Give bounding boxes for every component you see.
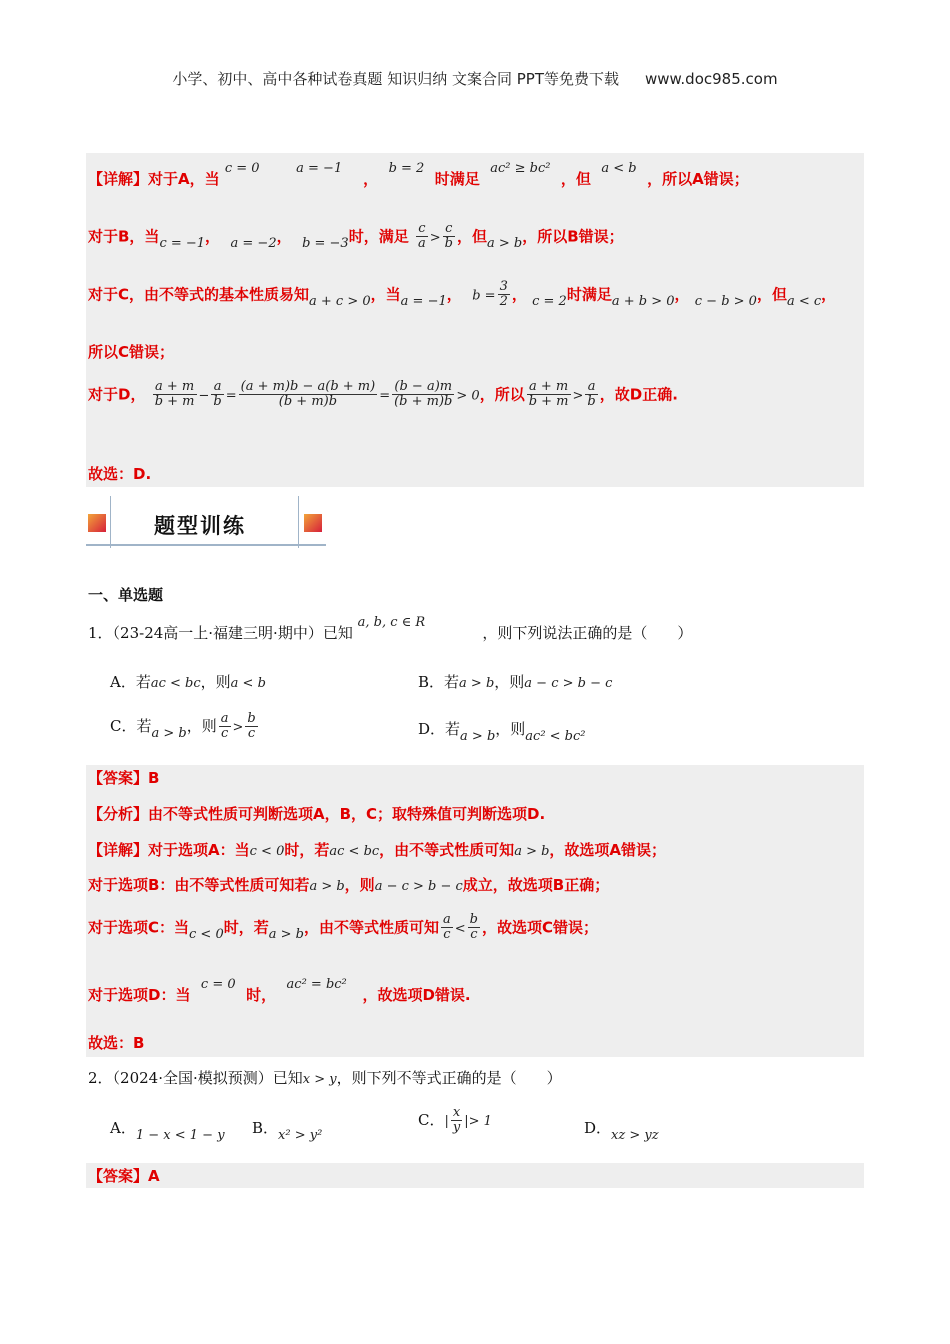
header-site[interactable]: www.doc985.com xyxy=(644,70,778,88)
sol1-pick: 故选：B xyxy=(88,1034,145,1052)
sol2-answer: 【答案】A xyxy=(88,1167,160,1185)
q1-option-a[interactable]: A．若ac < bc，则a < b xyxy=(110,673,266,691)
b1-line4: 所以C错误； xyxy=(88,343,175,361)
q1-option-c[interactable]: C．若a > b，则 $\frac{a}{c}$ > $\frac{b}{c}$ xyxy=(110,711,256,742)
q1-option-d[interactable]: D．若a > b，则ac² < bc² xyxy=(418,720,586,744)
q2-option-a[interactable]: A．1 − x < 1 − y xyxy=(110,1119,225,1143)
q2-option-b[interactable]: B．x² > y² xyxy=(252,1119,323,1143)
banner-title: 题型训练 xyxy=(154,513,246,538)
section-banner xyxy=(86,496,328,548)
sol1-detail-2: 对于选项B：由不等式性质可知若a > b，则a − c > b − c成立，故选项B正确； xyxy=(88,876,610,894)
sol1-detail-1: 【详解】对于选项A：当c < 0时，若ac < bc，由不等式性质可知a > b，故选项A错误； xyxy=(88,841,667,859)
section-title: 一、单选题 xyxy=(88,586,164,604)
b1-line3: 对于C，由不等式的基本性质易知a + c > 0，当a = −1， b = $\frac{3}{2}$ ， c = 2时满足a + b > 0， c − b > 0，但a < c， xyxy=(88,279,837,310)
page-header xyxy=(0,68,950,89)
banner-square-left xyxy=(88,514,106,532)
b1-line5: 对于D， $\frac{a + m}{b + m}$ − $\frac{a}{b}$ = $\frac{(a + m)b - a(b + m)}{(b + m)b}$ = $\frac{(b - a)m}{(b + m)b}$ > 0，所以 $\frac{a + m}{b + m}$ > $\frac{a}{b}$ ，故D正确. xyxy=(88,379,678,410)
q2-option-d[interactable]: D．xz > yz xyxy=(584,1119,659,1143)
solution-block-3 xyxy=(86,1163,864,1188)
b1-line6: 故选：D. xyxy=(88,465,152,483)
sol1-detail-4: 对于选项D：当 c = 0 时， ac² = bc² ，故选项D错误. xyxy=(88,977,471,1004)
header-text: 小学、初中、高中各种试卷真题 知识归纳 文案合同 PPT等免费下载 xyxy=(172,70,619,88)
b1-line2: 对于B，当c = −1， a = −2， b = −3时，满足 $\frac{c}{a}$ > $\frac{c}{b}$ ，但a > b，所以B错误； xyxy=(88,221,624,252)
q2-stem: 2．（2024·全国·模拟预测）已知x > y，则下列不等式正确的是（ ） xyxy=(88,1069,562,1087)
q2-option-c[interactable]: C．| $\frac{x}{y}$ |> 1 xyxy=(418,1105,492,1136)
sol1-analysis: 【分析】由不等式性质可判断选项A，B，C；取特殊值可判断选项D. xyxy=(88,805,546,823)
q1-option-b[interactable]: B．若a > b，则a − c > b − c xyxy=(418,673,613,691)
q1-stem: 1．（23-24高一上·福建三明·期中）已知 a, b, c ∈ R ，则下列说法正确的是（ ） xyxy=(88,615,693,642)
solution-block-1 xyxy=(86,153,864,487)
sol1-answer: 【答案】B xyxy=(88,769,160,787)
b1-line1: 【详解】对于A，当 c = 0 a = −1 ， b = 2 时满足 ac² ≥ bc² ，但 a < b ，所以A错误； xyxy=(88,161,749,188)
sol1-detail-3: 对于选项C：当c < 0时，若a > b，由不等式性质可知 $\frac{a}{c}$ < $\frac{b}{c}$ ，故选项C错误； xyxy=(88,912,599,943)
banner-square-right xyxy=(304,514,322,532)
